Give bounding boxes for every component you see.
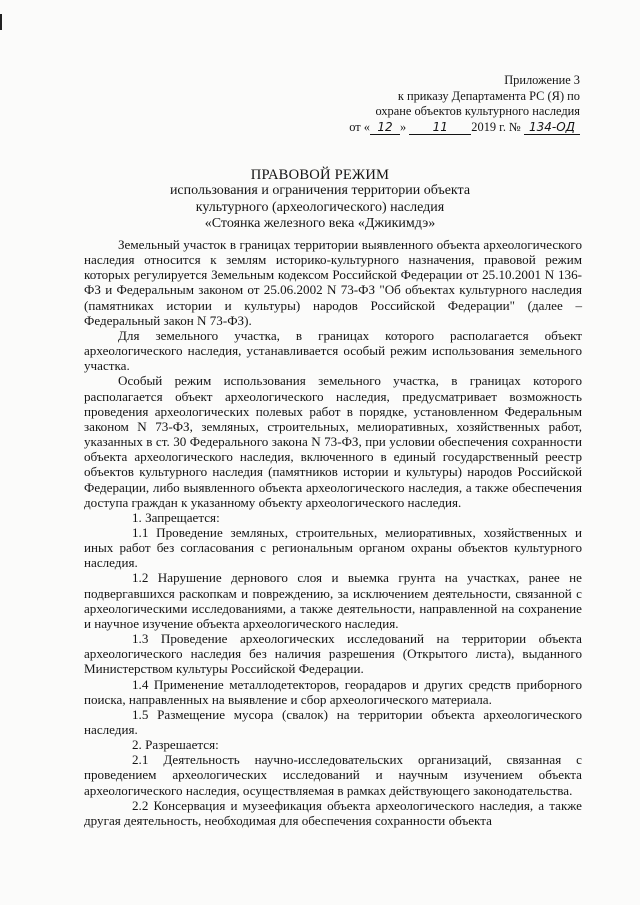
handwritten-number: 134-ОД <box>524 120 580 135</box>
paragraph-regime-details: Особый режим использования земельного участка, в границах которого располагается объект археологического наследия, предусматривает возможность проведения археологических полевых работ в порядке, установленном Федеральным законом N 73-ФЗ, земляных, строительных, мелиоративных, хозяйственных работ, указанных в ст. 30 Федерального закона N 73-ФЗ, при условии обеспечения сохранности объекта археологического наследия, включенного в единый государственный реестр объектов культурного наследия (памятников истории и культуры) народов Российской Федерации, либо выявленного объекта археологического наследия, а также обеспечения доступа граждан к указанному объекту археологического наследия. <box>84 373 582 510</box>
handwritten-day: 12 <box>370 120 400 135</box>
date-year-text: 2019 г. № <box>471 119 521 134</box>
appendix-line-2: к приказу Департамента РС (Я) по <box>397 88 580 103</box>
paragraph-special-regime: Для земельного участка, в границах которого располагается объект археологического наследия, устанавливается особый режим использования земельного участка. <box>84 327 582 374</box>
clause-2-2: 2.2 Консервация и музеефикация объекта археологического наследия, а также другая деятельность, необходимая для обеспечения сохранности объекта <box>84 797 582 828</box>
clause-1-5: 1.5 Размещение мусора (свалок) на территории объекта археологического наследия. <box>84 706 582 737</box>
date-day-close: » <box>399 119 407 134</box>
appendix-header <box>349 73 580 135</box>
document-title-block <box>60 167 580 233</box>
appendix-date-line <box>349 120 580 136</box>
clause-2-1: 2.1 Деятельность научно-исследовательских организаций, связанная с проведением археологических исследований и научным изучением объекта археологического наследия, осуществляемая в рамках действующего законодательства. <box>84 752 582 798</box>
scan-edge-mark <box>0 14 2 30</box>
title-line-3: культурного (археологического) наследия <box>195 199 445 215</box>
handwritten-month: 11 <box>409 120 471 135</box>
section-prohibited-heading: 1. Запрещается: <box>132 509 220 525</box>
clause-1-4: 1.4 Применение металлодетекторов, георадаров и других средств приборного поиска, направленных на выявление и сбор археологического материала. <box>84 676 582 707</box>
clause-1-2: 1.2 Нарушение дернового слоя и выемка грунта на участках, ранее не подвергавшихся раскопкам и повреждению, за исключением деятельности, связанной с археологическими исследованиями, а также деятельности, направленной на сохранение и научное изучение объекта археологического наследия. <box>84 570 582 631</box>
section-permitted-heading: 2. Разрешается: <box>132 737 219 753</box>
clause-1-3: 1.3 Проведение археологических исследований на территории объекта археологического наследия без наличия разрешения (Открытого листа), выданного Министерством культуры Российской Федерации. <box>84 631 582 677</box>
appendix-line-3: охране объектов культурного наследия <box>375 104 580 118</box>
document-body <box>84 237 582 828</box>
document-title: ПРАВОВОЙ РЕЖИМ <box>250 167 390 183</box>
paragraph-intro: Земельный участок в границах территории выявленного объекта археологического наследия относится к землям историко-культурного назначения, правовой режим которых регулируется Земельным кодексом Российской Федерации от 25.10.2001 N 136-ФЗ и Федеральным законом от 25.06.2002 N 73-ФЗ "Об объектах культурного наследия (памятниках истории и культуры) народов Российской Федерации" (далее – Федеральный закон N 73-ФЗ). <box>84 237 582 328</box>
title-line-4: «Стоянка железного века «Джикимдэ» <box>204 216 436 232</box>
clause-1-1: 1.1 Проведение земляных, строительных, мелиоративных, хозяйственных и иных работ без согласования с региональным органом охраны объектов культурного наследия. <box>84 524 582 571</box>
appendix-line-1: Приложение 3 <box>504 73 580 87</box>
date-prefix: от « <box>349 119 370 134</box>
title-line-2: использования и ограничения территории объекта <box>169 183 471 199</box>
